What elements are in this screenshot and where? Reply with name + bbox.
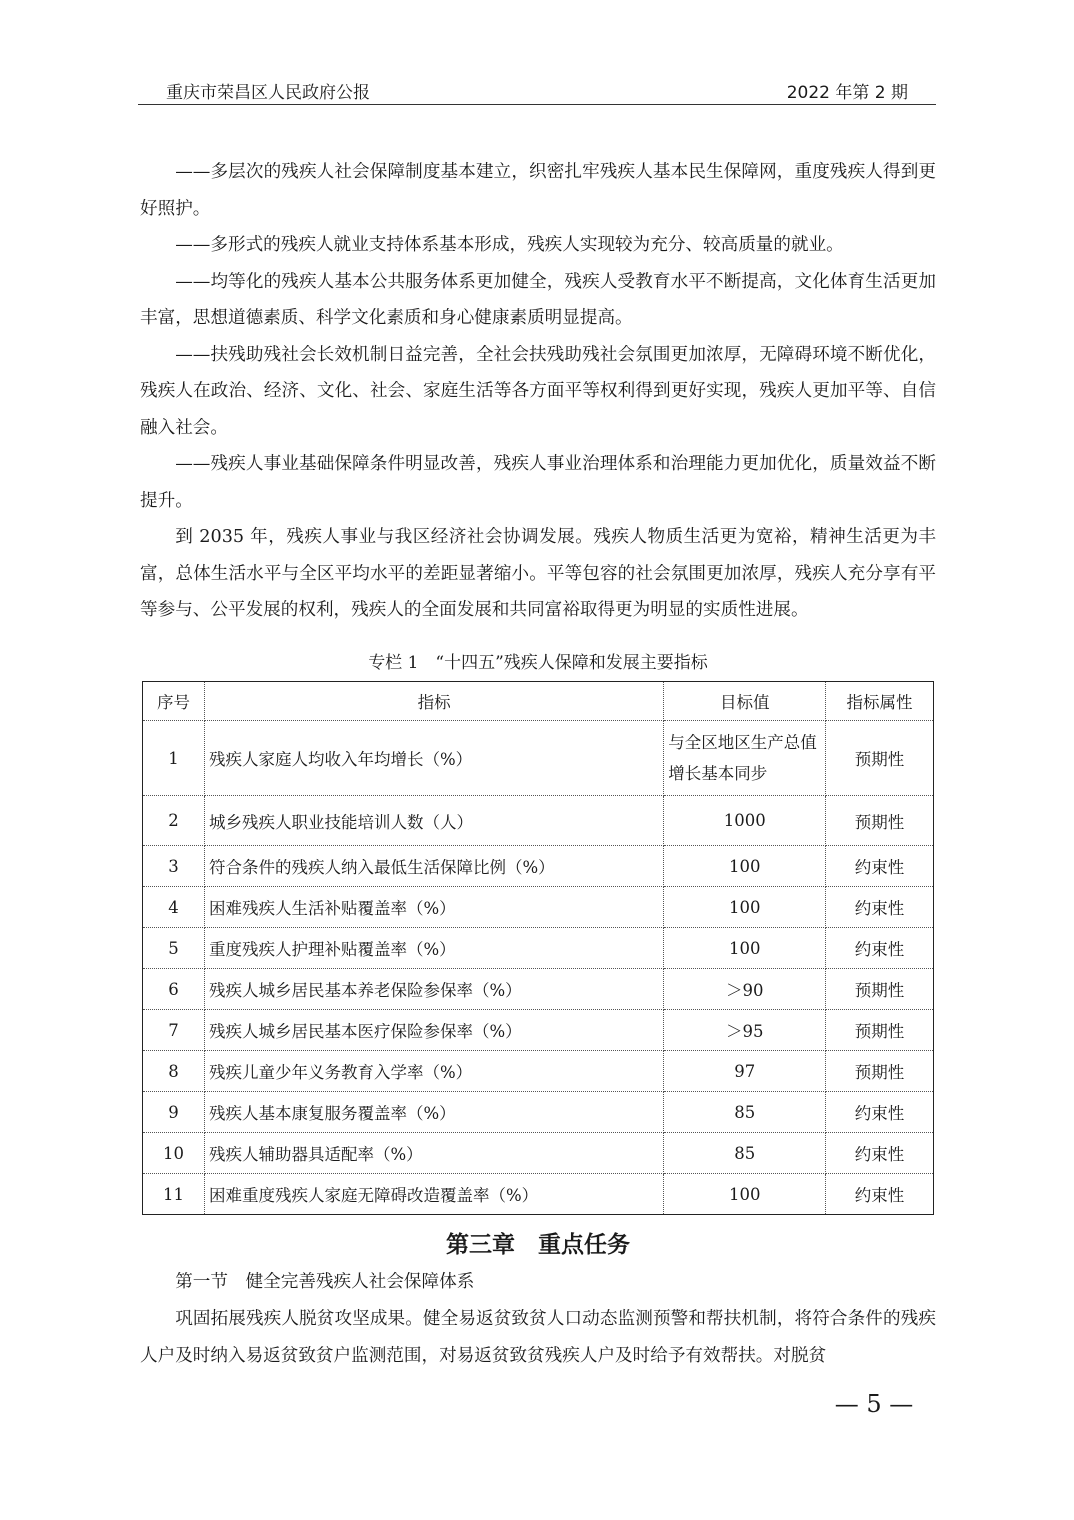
row-type: 预期性 — [826, 969, 934, 1010]
row-target: 与全区地区生产总值增长基本同步 — [664, 721, 826, 796]
row-indicator: 残疾人城乡居民基本医疗保险参保率（%） — [204, 1010, 663, 1051]
row-type: 预期性 — [826, 721, 934, 796]
row-indicator: 残疾儿童少年义务教育入学率（%） — [204, 1051, 663, 1092]
table-row — [143, 846, 934, 887]
row-indicator: 残疾人基本康复服务覆盖率（%） — [204, 1092, 663, 1133]
row-no: 8 — [143, 1051, 205, 1092]
paragraph: ——多形式的残疾人就业支持体系基本形成，残疾人实现较为充分、较高质量的就业。 — [175, 235, 844, 255]
row-type: 预期性 — [826, 1051, 934, 1092]
row-type: 约束性 — [826, 846, 934, 887]
header-indicator: 指标 — [204, 682, 663, 721]
row-no: 11 — [143, 1174, 205, 1215]
row-target: 100 — [664, 928, 826, 969]
row-type: 约束性 — [826, 1092, 934, 1133]
table-header-row — [143, 682, 934, 721]
row-no: 4 — [143, 887, 205, 928]
paragraph: 到 2035 年，残疾人事业与我区经济社会协调发展。残疾人物质生活更为宽裕，精神生活更为丰富，总体生活水平与全区平均水平的差距显著缩小。平等包容的社会氛围更加浓厚，残疾人充分享有平等参与、公平发展的权利，残疾人的全面发展和共同富裕取得更为明显的实质性进展。 — [140, 527, 936, 620]
row-target: 100 — [664, 1174, 826, 1215]
row-type: 预期性 — [826, 1010, 934, 1051]
row-indicator: 残疾人城乡居民基本养老保险参保率（%） — [204, 969, 663, 1010]
publication-title: 重庆市荣昌区人民政府公报 — [166, 83, 370, 103]
section-title: 第一节 健全完善残疾人社会保障体系 — [175, 1272, 475, 1292]
table-row — [143, 1174, 934, 1215]
header-type: 指标属性 — [826, 682, 934, 721]
row-type: 约束性 — [826, 1174, 934, 1215]
row-no: 10 — [143, 1133, 205, 1174]
row-no: 7 — [143, 1010, 205, 1051]
row-indicator: 残疾人家庭人均收入年均增长（%） — [204, 721, 663, 796]
row-no: 6 — [143, 969, 205, 1010]
paragraph: ——多层次的残疾人社会保障制度基本建立，织密扎牢残疾人基本民生保障网，重度残疾人得到更好照护。 — [140, 162, 936, 219]
table-row — [143, 1010, 934, 1051]
table-row — [143, 928, 934, 969]
row-target: 85 — [664, 1092, 826, 1133]
row-no: 2 — [143, 796, 205, 846]
row-indicator: 困难重度残疾人家庭无障碍改造覆盖率（%） — [204, 1174, 663, 1215]
row-indicator: 城乡残疾人职业技能培训人数（人） — [204, 796, 663, 846]
intro-body — [140, 154, 936, 629]
table-row — [143, 796, 934, 846]
indicators-table — [142, 681, 934, 1215]
paragraph: ——扶残助残社会长效机制日益完善，全社会扶残助残社会氛围更加浓厚，无障碍环境不断优化，残疾人在政治、经济、文化、社会、家庭生活等各方面平等权利得到更好实现，残疾人更加平等、自信融入社会。 — [140, 344, 936, 438]
row-type: 预期性 — [826, 796, 934, 846]
page-header — [138, 74, 936, 105]
chapter-title: 第三章 重点任务 — [446, 1231, 630, 1258]
section-body — [140, 1264, 936, 1375]
row-indicator: 符合条件的残疾人纳入最低生活保障比例（%） — [204, 846, 663, 887]
issue-number: 2022 年第 2 期 — [786, 83, 908, 103]
page-number: — 5 — — [834, 1390, 914, 1418]
table-row — [143, 1051, 934, 1092]
paragraph: 巩固拓展残疾人脱贫攻坚成果。健全易返贫致贫人口动态监测预警和帮扶机制，将符合条件的残疾人户及时纳入易返贫致贫户监测范围，对易返贫致贫残疾人户及时给予有效帮扶。对脱贫 — [140, 1309, 936, 1366]
row-no: 5 — [143, 928, 205, 969]
row-target: 100 — [664, 887, 826, 928]
row-target: ＞90 — [664, 969, 826, 1010]
paragraph: ——残疾人事业基础保障条件明显改善，残疾人事业治理体系和治理能力更加优化，质量效益不断提升。 — [140, 454, 936, 511]
row-indicator: 重度残疾人护理补贴覆盖率（%） — [204, 928, 663, 969]
paragraph: ——均等化的残疾人基本公共服务体系更加健全，残疾人受教育水平不断提高，文化体育生活更加丰富，思想道德素质、科学文化素质和身心健康素质明显提高。 — [140, 271, 936, 328]
table-row — [143, 1133, 934, 1174]
row-type: 约束性 — [826, 1133, 934, 1174]
row-target: ＞95 — [664, 1010, 826, 1051]
row-target: 97 — [664, 1051, 826, 1092]
table-row — [143, 721, 934, 796]
row-target: 1000 — [664, 796, 826, 846]
row-indicator: 困难残疾人生活补贴覆盖率（%） — [204, 887, 663, 928]
row-no: 9 — [143, 1092, 205, 1133]
row-type: 约束性 — [826, 887, 934, 928]
table-row — [143, 969, 934, 1010]
header-no: 序号 — [143, 682, 205, 721]
table-row — [143, 887, 934, 928]
table-row — [143, 1092, 934, 1133]
row-type: 约束性 — [826, 928, 934, 969]
header-target: 目标值 — [664, 682, 826, 721]
row-target: 85 — [664, 1133, 826, 1174]
row-no: 1 — [143, 721, 205, 796]
row-indicator: 残疾人辅助器具适配率（%） — [204, 1133, 663, 1174]
row-no: 3 — [143, 846, 205, 887]
row-target: 100 — [664, 846, 826, 887]
table-caption: 专栏 1 “十四五”残疾人保障和发展主要指标 — [368, 653, 708, 673]
